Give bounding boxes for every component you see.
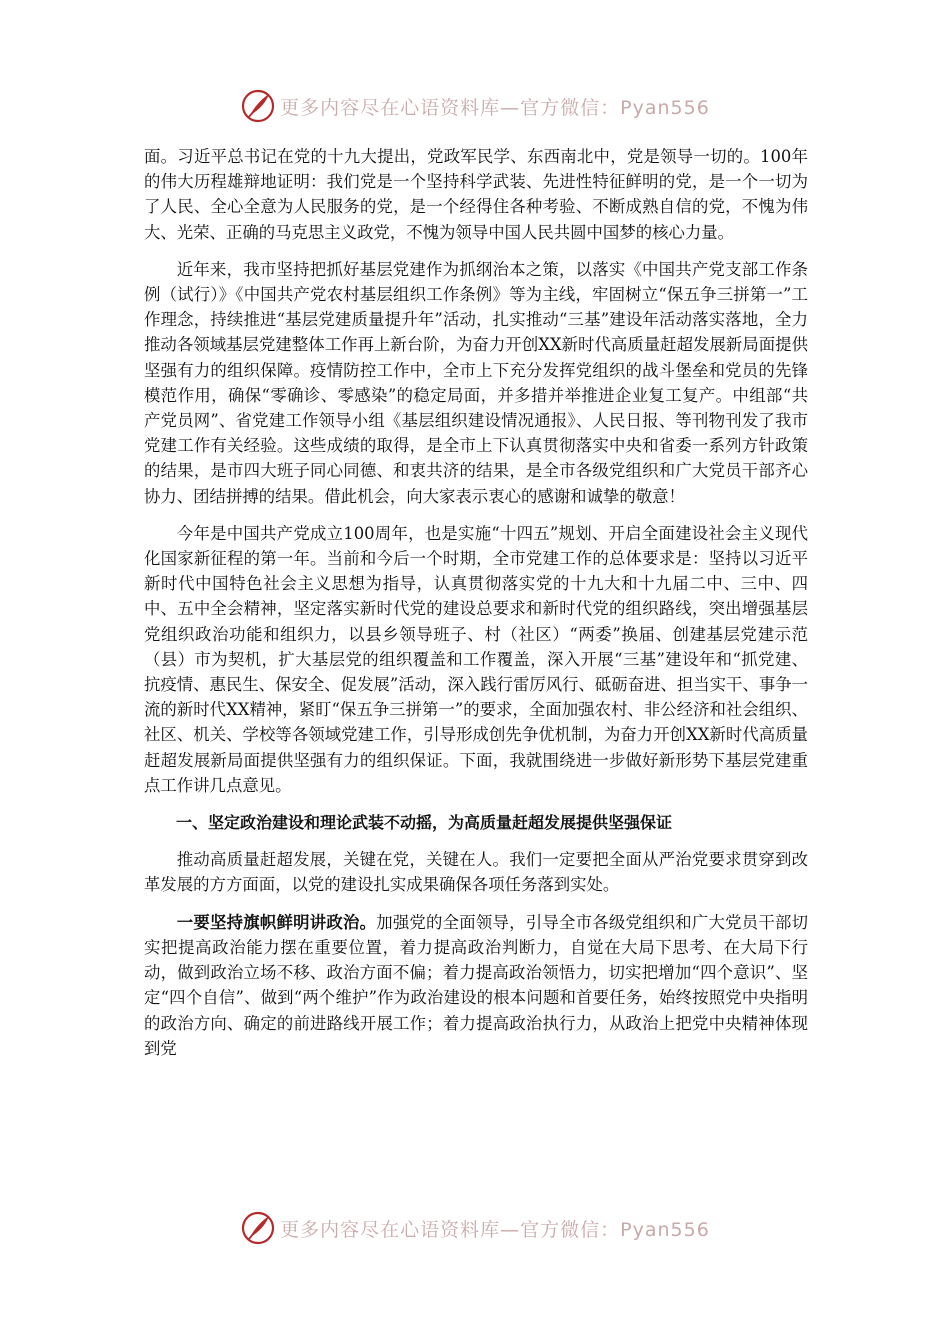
section-heading: 一、坚定政治建设和理论武装不动摇，为高质量赶超发展提供坚强保证	[176, 813, 673, 833]
header-watermark-banner	[0, 86, 950, 126]
paragraph	[144, 910, 808, 1061]
footer-watermark-banner	[0, 1208, 950, 1248]
feather-pen-logo-icon	[240, 88, 276, 124]
watermark-text: 更多内容尽在心语资料库—官方微信：Pyan556	[280, 96, 710, 119]
paragraph: 今年是中国共产党成立100周年，也是实施“十四五”规划、开启全面建设社会主义现代化国家新征程的第一年。当前和今后一个时期，全市党建工作的总体要求是：坚持以习近平新时代中国特色社会主义思想为指导，认真贯彻落实党的十九大和十九届二中、三中、四中、五中全会精神，坚定落实新时代党的建设总要求和新时代党的组织路线，突出增强基层党组织政治功能和组织力，以县乡领导班子、村（社区）“两委”换届、创建基层党建示范（县）市为契机，扩大基层党的组织覆盖和工作覆盖，深入开展“三基”建设年和“抓党建、抗疫情、惠民生、保安全、促发展”活动，深入践行雷厉风行、砥砺奋进、担当实干、事争一流的新时代XX精神，紧盯“保五争三拼第一”的要求，全面加强农村、非公经济和社会组织、社区、机关、学校等各领域党建工作，引导形成创先争优机制，为奋力开创XX新时代高质量赶超发展新局面提供坚强有力的组织保证。下面，我就围绕进一步做好新形势下基层党建重点工作讲几点意见。	[144, 523, 809, 795]
paragraph-body: 加强党的全面领导，引导全市各级党组织和广大党员干部切实把提高政治能力摆在重要位置，着力提高政治判断力，自觉在大局下思考、在大局下行动，做到政治立场不移、政治方面不偏；着力提高政治领悟力，切实把增加“四个意识”、坚定“四个自信”、做到“两个维护”作为政治建设的根本问题和首要任务，始终按照党中央指明的政治方向、确定的前进路线开展工作；着力提高政治执行力，从政治上把党中央精神体现到党	[144, 912, 809, 1058]
paragraph: 推动高质量赶超发展，关键在党，关键在人。我们一定要把全面从严治党要求贯穿到改革发展的方方面面，以党的建设扎实成果确保各项任务落到实处。	[144, 850, 808, 895]
watermark-text: 更多内容尽在心语资料库—官方微信：Pyan556	[280, 1218, 710, 1241]
feather-pen-logo-icon	[240, 1210, 276, 1246]
paragraph: 面。习近平总书记在党的十九大提出，党政军民学、东西南北中，党是领导一切的。100年的伟大历程雄辩地证明：我们党是一个坚持科学武装、先进性特征鲜明的党，是一个一切为了人民、全心全意为人民服务的党，是一个经得住各种考验、不断成熟自信的党，不愧为伟大、光荣、正确的马克思主义政党，不愧为领导中国人民共圆中国梦的核心力量。	[144, 147, 808, 242]
paragraph-lead-bold: 一要坚持旗帜鲜明讲政治。	[176, 912, 377, 932]
document-body	[144, 144, 808, 1073]
paragraph: 近年来，我市坚持把抓好基层党建作为抓纲治本之策，以落实《中国共产党支部工作条例（试行）》《中国共产党农村基层组织工作条例》等为主线，牢固树立“保五争三拼第一”工作理念，持续推进“基层党建质量提升年”活动，扎实推动“三基”建设年活动落实落地，全力推动各领域基层党建整体工作再上新台阶，为奋力开创XX新时代高质量赶超发展新局面提供坚强有力的组织保障。疫情防控工作中，全市上下充分发挥党组织的战斗堡垒和党员的先锋模范作用，确保“零确诊、零感染”的稳定局面，并多措并举推进企业复工复产。中组部“共产党员网”、省党建工作领导小组《基层组织建设情况通报》、人民日报、等刊物刊发了我市党建工作有关经验。这些成绩的取得，是全市上下认真贯彻落实中央和省委一系列方针政策的结果，是市四大班子同心同德、和衷共济的结果，是全市各级党组织和广大党员干部齐心协力、团结拼搏的结果。借此机会，向大家表示衷心的感谢和诚挚的敬意！	[144, 259, 808, 506]
